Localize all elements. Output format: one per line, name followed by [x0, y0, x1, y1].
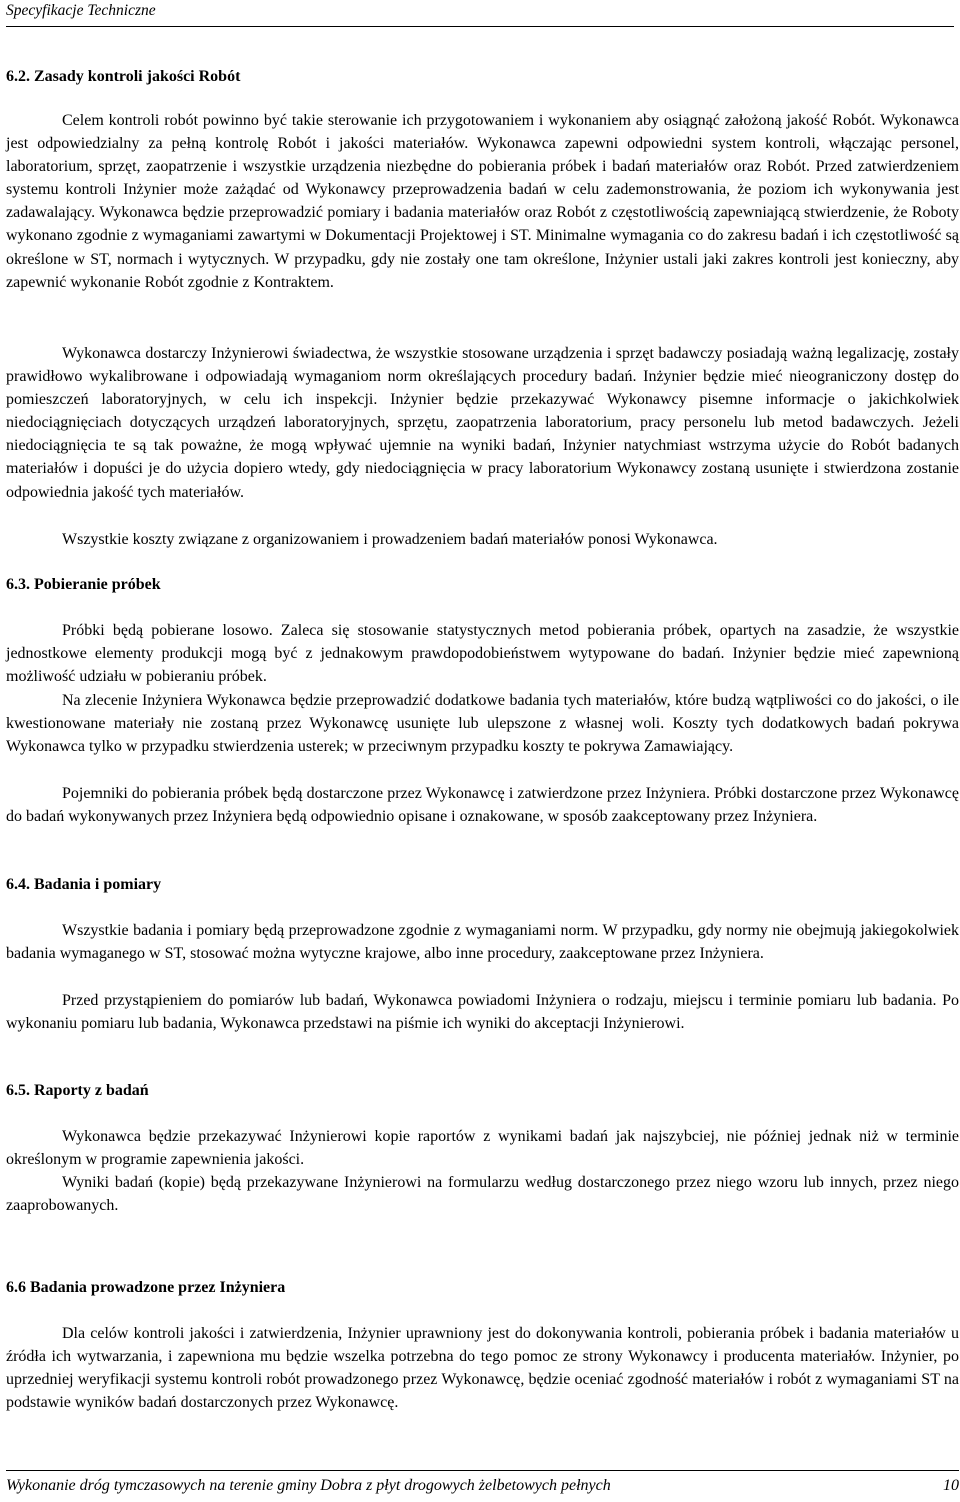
paragraph: Dla celów kontroli jakości i zatwierdzenia, Inżynier uprawniony jest do dokonywania kontroli, pobierania próbek i badania materiałów u źródła ich wytwarzania, i zapewniona mu będzie wszelka potrzebna do tego pomoc ze strony Wykonawcy i producenta materiałów. Inżynier, po uprzedniej weryfikacji systemu kontroli robót prowadzonego przez Wykonawcę, będzie oceniać zgodność materiałów i robót z wymaganiami ST na podstawie wyników badań dostarczonych przez Wykonawcę.: [6, 1325, 959, 1412]
page-header: [6, 0, 954, 27]
page-footer: [6, 1470, 959, 1501]
section-heading-6-4: 6.4. Badania i pomiary: [6, 876, 162, 893]
section-heading-6-3: 6.3. Pobieranie próbek: [6, 576, 161, 593]
paragraph: Wszystkie koszty związane z organizowaniem i prowadzeniem badań materiałów ponosi Wykonawca.: [62, 531, 718, 548]
paragraph: Na zlecenie Inżyniera Wykonawca będzie przeprowadzić dodatkowe badania tych materiałów, które budzą wątpliwości co do jakości, o ile kwestionowane materiały nie zostaną przez Wykonawcę usunięte lub ulepszone z własnej woli. Koszty tych dodatkowych badań pokrywa Wykonawca tylko w przypadku stwierdzenia usterek; w przeciwnym przypadku koszty te pokrywa Zamawiający.: [6, 692, 959, 756]
paragraph: Wykonawca dostarczy Inżynierowi świadectwa, że wszystkie stosowane urządzenia i sprzęt badawczy posiadają ważną legalizację, zostały prawidłowo wykalibrowane i odpowiadają wymaganiom norm określających procedury badań. Inżynier będzie mieć nieograniczony dostęp do pomieszczeń laboratoryjnych, w celu ich inspekcji. Inżynier będzie przekazywać Wykonawcy pisemne informacje o jakichkolwiek niedociągnięciach dotyczących urządzeń laboratoryjnych, sprzętu, zaopatrzenia laboratorium, pracy personelu lub metod badawczych. Jeżeli niedociągnięcia te są tak poważne, że mogą wpływać ujemnie na wyniki badań, Inżynier natychmiast wstrzyma użycie do Robót badanych materiałów i dopuści je do użycia dopiero wtedy, gdy niedociągnięcia w pracy laboratorium Wykonawcy zostaną usunięte i stwierdzona zostanie odpowiednia jakość tych materiałów.: [6, 345, 959, 501]
page-number: 10: [943, 1477, 959, 1494]
paragraph: Wszystkie badania i pomiary będą przeprowadzone zgodnie z wymaganiami norm. W przypadku, gdy normy nie obejmują jakiegokolwiek badania wymaganego w ST, stosować można wytyczne krajowe, albo inne procedury, zaakceptowane przez Inżyniera.: [6, 922, 959, 963]
footer-text: Wykonanie dróg tymczasowych na terenie gminy Dobra z płyt drogowych żelbetowych pełnych: [6, 1477, 611, 1494]
paragraph: Próbki będą pobierane losowo. Zaleca się stosowanie statystycznych metod pobierania próbek, opartych na zasadzie, że wszystkie jednostkowe elementy produkcji mogą być z jednakowym prawdopodobieństwem wytypowane do badań. Inżynier będzie mieć zapewnioną możliwość udziału w pobieraniu próbek.: [6, 622, 959, 686]
paragraph: Pojemniki do pobierania próbek będą dostarczone przez Wykonawcę i zatwierdzone przez Inżyniera. Próbki dostarczone przez Wykonawcę do badań wykonywanych przez Inżyniera będą odpowiednio opisane i oznakowane, w sposób zaakceptowany przez Inżyniera.: [6, 785, 959, 826]
paragraph: Przed przystąpieniem do pomiarów lub badań, Wykonawca powiadomi Inżyniera o rodzaju, miejscu i terminie pomiaru lub badania. Po wykonaniu pomiaru lub badania, Wykonawca przedstawi na piśmie ich wyniki do akceptacji Inżynierowi.: [6, 992, 959, 1033]
paragraph: Celem kontroli robót powinno być takie sterowanie ich przygotowaniem i wykonaniem aby osiągnąć założoną jakość Robót. Wykonawca jest odpowiedzialny za pełną kontrolę Robót i jakości materiałów. Wykonawca zapewni odpowiedni system kontroli, włączając personel, laboratorium, sprzęt, zaopatrzenie i wszystkie urządzenia niezbędne do pobierania próbek i badań materiałów oraz Robót. Przed zatwierdzeniem systemu kontroli Inżynier może zażądać od Wykonawcy przeprowadzenia badań w celu zademonstrowania, że poziom ich wykonywania jest zadawalający. Wykonawca będzie przeprowadzić pomiary i badania materiałów oraz Robót z częstotliwością zapewniającą stwierdzenie, że Roboty wykonano zgodnie z wymaganiami zawartymi w Dokumentacji Projektowej i ST. Minimalne wymagania co do zakresu badań i ich częstotliwość są określone w ST, normach i wytycznych. W przypadku, gdy nie zostały one tam określone, Inżynier ustali jaki zakres kontroli jest konieczny, aby zapewnić wykonanie Robót zgodnie z Kontraktem.: [6, 112, 959, 291]
paragraph: Wykonawca będzie przekazywać Inżynierowi kopie raportów z wynikami badań jak najszybciej, nie później jednak niż w terminie określonym w programie zapewnienia jakości.: [6, 1128, 959, 1169]
paragraph: Wyniki badań (kopie) będą przekazywane Inżynierowi na formularzu według dostarczonego przez niego wzoru lub innych, przez niego zaaprobowanych.: [6, 1174, 959, 1215]
section-heading-6-2: 6.2. Zasady kontroli jakości Robót: [6, 68, 241, 85]
header-title: Specyfikacje Techniczne: [6, 2, 156, 19]
section-heading-6-5: 6.5. Raporty z badań: [6, 1082, 149, 1099]
section-heading-6-6: 6.6 Badania prowadzone przez Inżyniera: [6, 1279, 286, 1296]
